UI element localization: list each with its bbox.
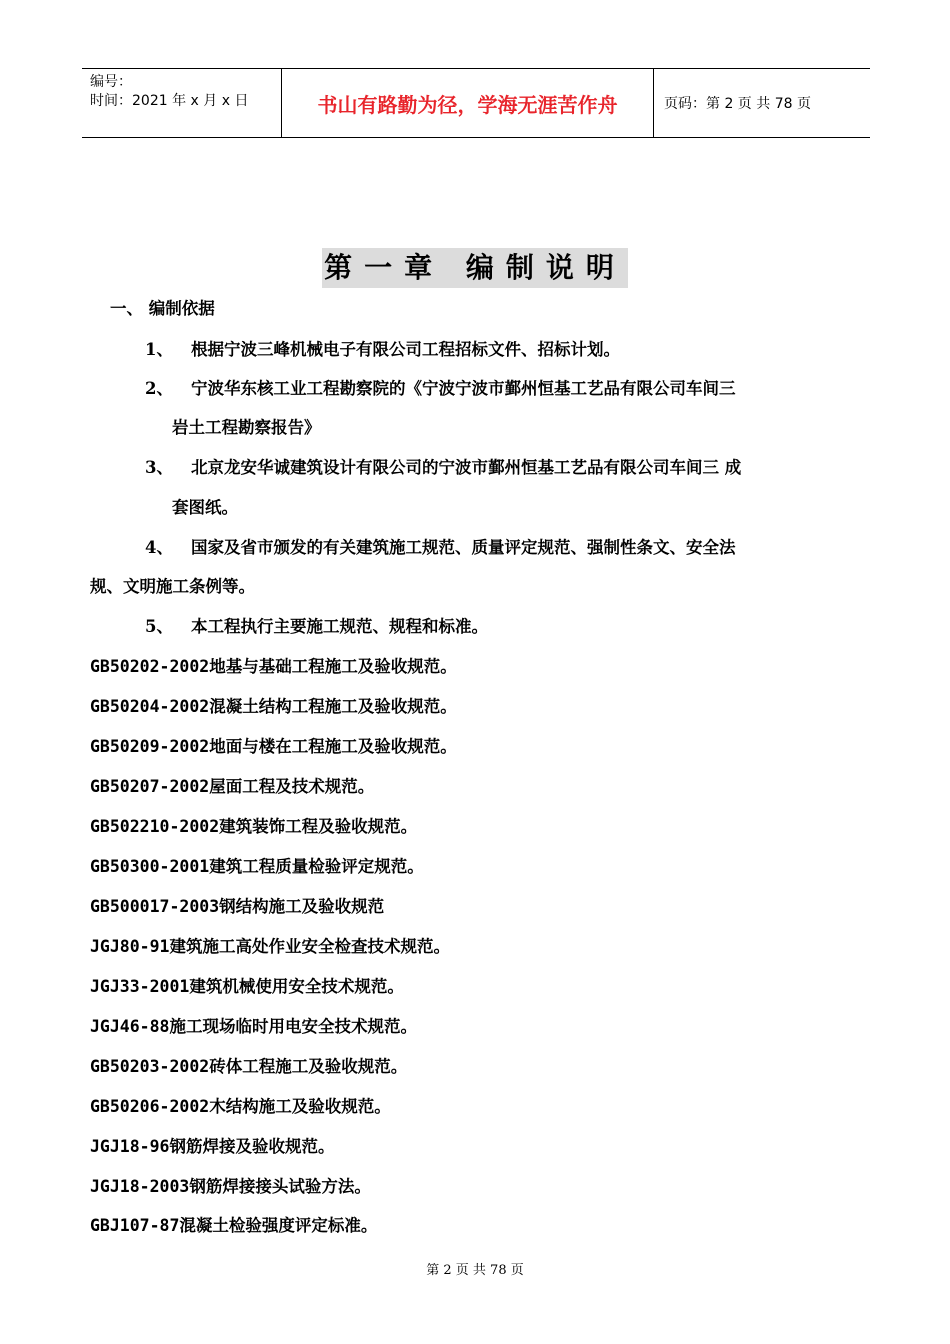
standard-code: GB50206-2002 xyxy=(90,1097,210,1116)
header-meta xyxy=(82,69,282,137)
standard-code: JGJ33-2001 xyxy=(90,977,190,996)
standard-name: 屋面工程及技术规范。 xyxy=(209,777,375,796)
page-footer: 第 2 页 共 78 页 xyxy=(426,1263,524,1278)
standard-code: GB50202-2002 xyxy=(90,657,210,676)
item-number: 3、 xyxy=(145,458,173,477)
item-number: 4、 xyxy=(145,538,173,557)
standard-item xyxy=(90,1016,417,1038)
header-motto: 书山有路勤为径，学海无涯苦作舟 xyxy=(282,69,654,137)
standard-name: 建筑工程质量检验评定规范。 xyxy=(209,857,424,876)
standard-code: GB50203-2002 xyxy=(90,1057,210,1076)
standard-code: GBJ107-87 xyxy=(90,1216,180,1235)
item-continuation: 规、文明施工条例等。 xyxy=(90,577,255,596)
standard-name: 混凝土检验强度评定标准。 xyxy=(179,1216,378,1235)
list-item xyxy=(145,457,741,479)
item-continuation: 套图纸。 xyxy=(172,498,238,517)
standard-item xyxy=(90,1215,377,1237)
standard-name: 地面与楼在工程施工及验收规范。 xyxy=(209,737,457,756)
list-item xyxy=(145,339,620,361)
item-number: 1、 xyxy=(145,340,173,359)
document-time-label: 时间：2021 年 x 月 x 日 xyxy=(90,93,249,109)
standard-item xyxy=(90,1056,407,1078)
section-heading: 一、 编制依据 xyxy=(110,299,215,318)
standard-item xyxy=(90,776,374,798)
standard-item xyxy=(90,656,457,678)
standard-name: 建筑机械使用安全技术规范。 xyxy=(189,977,404,996)
standard-item xyxy=(90,696,457,718)
standard-code: GB50300-2001 xyxy=(90,857,210,876)
standard-name: 木结构施工及验收规范。 xyxy=(209,1097,391,1116)
standard-code: GB50204-2002 xyxy=(90,697,210,716)
item-continuation: 岩土工程勘察报告》 xyxy=(172,418,321,437)
standard-item xyxy=(90,816,417,838)
standard-item xyxy=(90,1176,371,1198)
standard-name: 建筑施工高处作业安全检查技术规范。 xyxy=(169,937,450,956)
standard-name: 地基与基础工程施工及验收规范。 xyxy=(209,657,457,676)
header-page-number: 页码：第 2 页 共 78 页 xyxy=(664,96,811,112)
item-text: 国家及省市颁发的有关建筑施工规范、质量评定规范、强制性条文、安全法 xyxy=(191,538,736,557)
standard-name: 砖体工程施工及验收规范。 xyxy=(209,1057,408,1076)
standard-code: GB50207-2002 xyxy=(90,777,210,796)
standard-name: 建筑装饰工程及验收规范。 xyxy=(219,817,418,836)
standard-item xyxy=(90,936,450,958)
standard-item xyxy=(90,976,404,998)
chapter-heading xyxy=(0,248,950,288)
standard-code: JGJ18-96 xyxy=(90,1137,170,1156)
item-number: 5、 xyxy=(145,617,173,636)
standard-name: 钢筋焊接及验收规范。 xyxy=(169,1137,335,1156)
standard-name: 钢结构施工及验收规范 xyxy=(219,897,385,916)
item-text: 根据宁波三峰机械电子有限公司工程招标文件、招标计划。 xyxy=(191,340,620,359)
standard-item xyxy=(90,856,424,878)
standard-item xyxy=(90,1136,334,1158)
document-number-label: 编号： xyxy=(90,74,132,90)
list-item xyxy=(145,616,488,638)
item-text: 北京龙安华诚建筑设计有限公司的宁波市鄞州恒基工艺品有限公司车间三 成 xyxy=(191,458,742,477)
list-item xyxy=(145,378,736,400)
item-number: 2、 xyxy=(145,379,173,398)
standard-item xyxy=(90,896,384,918)
standard-code: JGJ18-2003 xyxy=(90,1177,190,1196)
list-item xyxy=(145,537,736,559)
standard-item xyxy=(90,1096,391,1118)
standard-code: GB500017-2003 xyxy=(90,897,220,916)
chapter-title: 第一章 编制说明 xyxy=(322,248,628,288)
item-text: 宁波华东核工业工程勘察院的《宁波宁波市鄞州恒基工艺品有限公司车间三 xyxy=(191,379,736,398)
standard-code: JGJ46-88 xyxy=(90,1017,170,1036)
standard-name: 混凝土结构工程施工及验收规范。 xyxy=(209,697,457,716)
standard-code: GB50209-2002 xyxy=(90,737,210,756)
standard-code: GB502210-2002 xyxy=(90,817,220,836)
item-text: 本工程执行主要施工规范、规程和标准。 xyxy=(191,617,488,636)
page-header xyxy=(82,68,870,138)
standard-code: JGJ80-91 xyxy=(90,937,170,956)
standard-name: 钢筋焊接接头试验方法。 xyxy=(189,1177,371,1196)
standard-item xyxy=(90,736,457,758)
standard-name: 施工现场临时用电安全技术规范。 xyxy=(169,1017,417,1036)
